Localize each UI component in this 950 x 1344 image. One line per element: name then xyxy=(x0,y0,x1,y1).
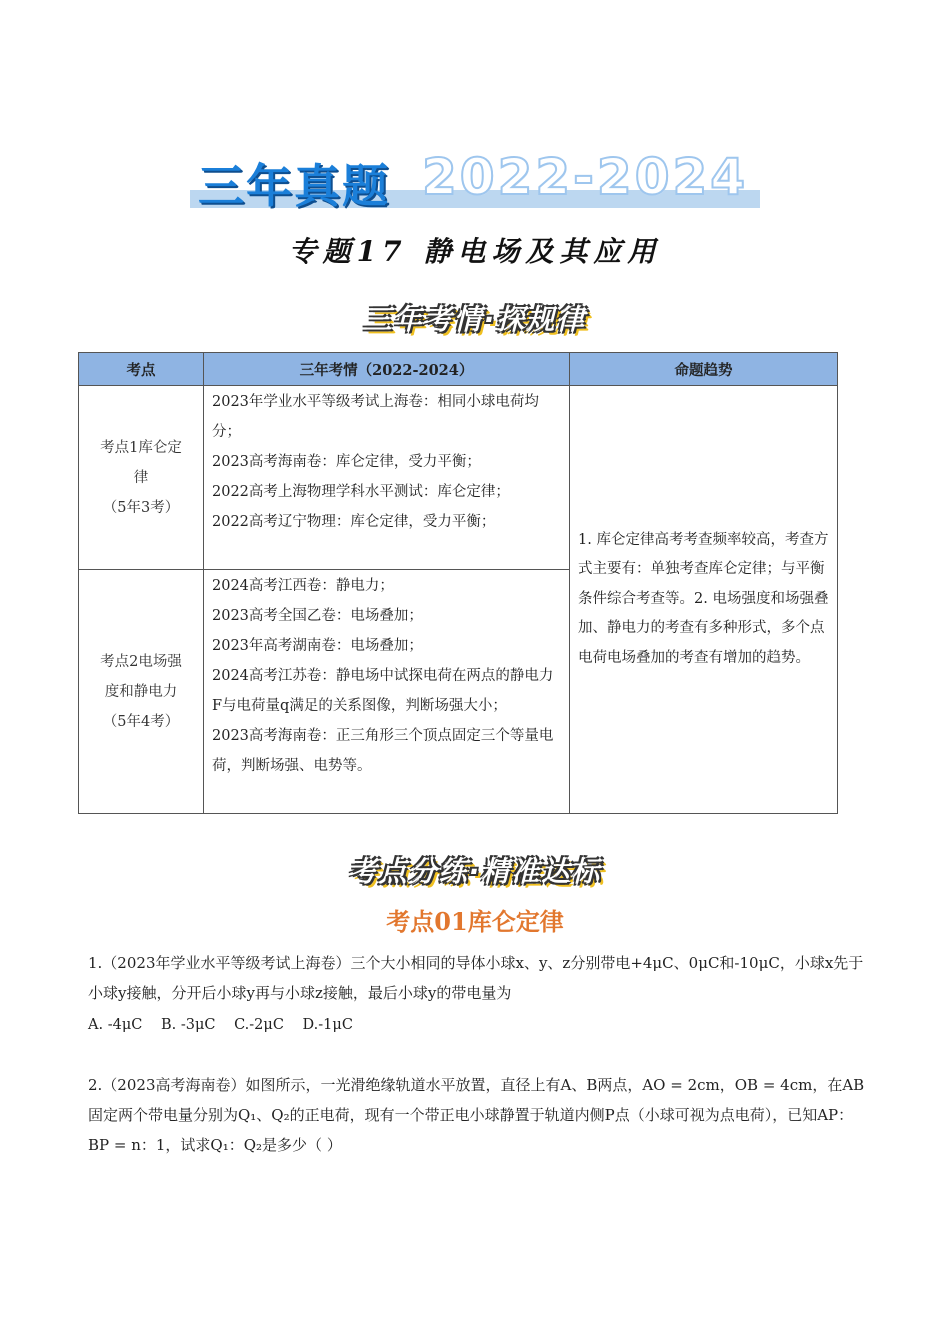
history-item: 2023高考海南卷：库仑定律，受力平衡； xyxy=(212,454,481,470)
section-pill-trends: 三年考情·探规律 xyxy=(363,303,587,336)
topic-label: 考点2电场强 xyxy=(100,653,182,670)
question-1: 1.（2023年学业水平等级考试上海卷）三个大小相同的导体小球x、y、z分别带电+4μC、0μC和-10μC，小球x先于小球y接触，分开后小球y再与小球z接触，最后小球y的带电量为 xyxy=(88,954,864,1002)
history-cell xyxy=(204,570,570,814)
history-item: 2023高考全国乙卷：电场叠加； xyxy=(212,608,423,624)
history-item: 2024高考江苏卷：静电场中试探电荷在两点的静电力F与电荷量q满足的关系图像，判断场强大小； xyxy=(212,668,554,714)
history-cell xyxy=(204,386,570,570)
question-2: 2.（2023高考海南卷）如图所示，一光滑绝缘轨道水平放置，直径上有A、B两点，AO = 2cm，OB = 4cm，在AB固定两个带电量分别为Q₁、Q₂的正电荷，现有一个带正电小球静置于轨道内侧P点（小球可视为点电荷），已知AP：BP = n：1，试求Q₁：Q₂是多少（ ） xyxy=(88,1076,865,1154)
topic-label: 度和静电力 xyxy=(104,683,178,700)
topic-cell xyxy=(79,570,204,814)
option-b: B. -3μC xyxy=(160,1017,216,1033)
section-pill-practice: 考点分练·精准达标 xyxy=(348,855,602,888)
option-c: C.-2μC xyxy=(234,1017,284,1033)
topic-cell xyxy=(79,386,204,570)
history-item: 2024高考江西卷：静电力； xyxy=(212,578,394,594)
history-item: 2023年学业水平等级考试上海卷：相同小球电荷均分； xyxy=(212,394,539,440)
option-a: A. -4μC xyxy=(88,1017,143,1033)
history-item: 2022高考上海物理学科水平测试：库仑定律； xyxy=(212,484,510,500)
history-item: 2023年高考湖南卷：电场叠加； xyxy=(212,638,423,654)
history-item: 2022高考辽宁物理：库仑定律，受力平衡； xyxy=(212,514,496,530)
topic-frequency: （5年4考） xyxy=(102,713,180,730)
trend-cell: 1. 库仑定律高考考查频率较高，考查方式主要有：单独考查库仑定律；与平衡条件综合考查等。2. 电场强度和场强叠加、静电力的考查有多种形式，多个点电荷电场叠加的考查有增加的趋势。 xyxy=(570,386,838,814)
history-item: 2023高考海南卷：正三角形三个顶点固定三个等量电荷，判断场强、电势等。 xyxy=(212,728,554,774)
header-history: 三年考情（2022-2024） xyxy=(204,353,570,386)
banner-text-years: 2022-2024 xyxy=(422,148,749,206)
table-row xyxy=(79,386,838,570)
question-1-options xyxy=(88,1010,367,1040)
table-header-row xyxy=(79,353,838,386)
section-heading: 考点01库仑定律 xyxy=(386,907,564,936)
topic-label: 律 xyxy=(133,469,149,486)
title-banner xyxy=(190,148,760,213)
banner-text-main: 三年真题 xyxy=(198,159,390,213)
topic-frequency: （5年3考） xyxy=(102,499,180,516)
header-topic: 考点 xyxy=(79,353,204,386)
option-d: D.-1μC xyxy=(302,1017,353,1033)
header-trend: 命题趋势 xyxy=(570,353,838,386)
topic-label: 考点1库仑定 xyxy=(100,439,182,456)
exam-analysis-table xyxy=(78,352,838,814)
subject-title: 专题17 静电场及其应用 xyxy=(288,235,662,268)
